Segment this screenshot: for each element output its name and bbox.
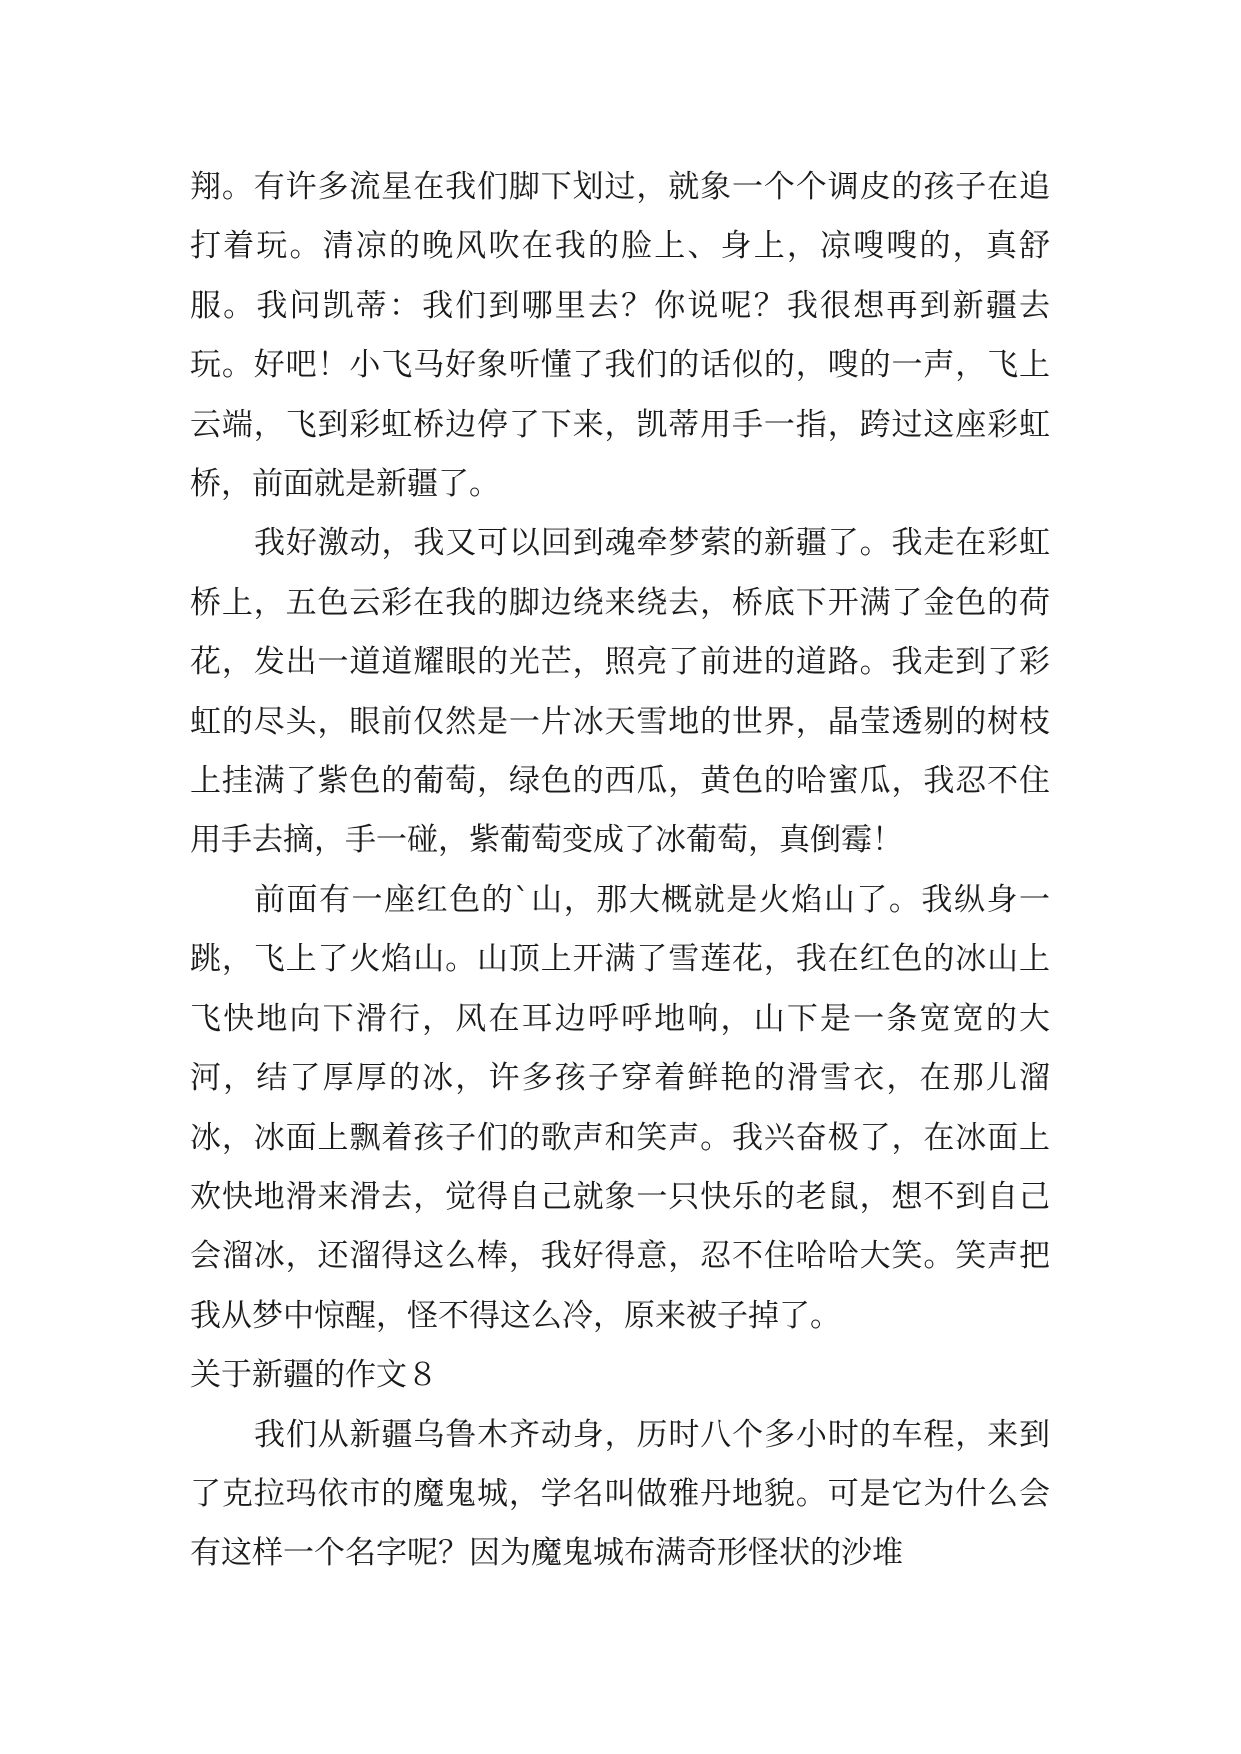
- document-body: [190, 158, 1050, 1584]
- paragraph-3: 前面有一座红色的`山，那大概就是火焰山了。我纵身一跳，飞上了火焰山。山顶上开满了雪莲花，我在红色的冰山上飞快地向下滑行，风在耳边呼呼地响，山下是一条宽宽的大河，结了厚厚的冰，许多孩子穿着鲜艳的滑雪衣，在那儿溜冰，冰面上飘着孩子们的歌声和笑声。我兴奋极了，在冰面上欢快地滑来滑去，觉得自己就象一只快乐的老鼠，想不到自己会溜冰，还溜得这么棒，我好得意，忍不住哈哈大笑。笑声把我从梦中惊醒，怪不得这么冷，原来被子掉了。: [190, 881, 1050, 1334]
- section-heading: 关于新疆的作文８: [190, 1357, 438, 1394]
- paragraph-4: 我们从新疆乌鲁木齐动身，历时八个多小时的车程，来到了克拉玛依市的魔鬼城，学名叫做雅丹地貌。可是它为什么会有这样一个名字呢？因为魔鬼城布满奇形怪状的沙堆: [190, 1416, 1050, 1572]
- paragraph-2: 我好激动，我又可以回到魂牵梦萦的新疆了。我走在彩虹桥上，五色云彩在我的脚边绕来绕去，桥底下开满了金色的荷花，发出一道道耀眼的光芒，照亮了前进的道路。我走到了彩虹的尽头，眼前仅然是一片冰天雪地的世界，晶莹透剔的树枝上挂满了紫色的葡萄，绿色的西瓜，黄色的哈蜜瓜，我忍不住用手去摘，手一碰，紫葡萄变成了冰葡萄，真倒霉！: [190, 525, 1050, 859]
- paragraph-1: 翔。有许多流星在我们脚下划过，就象一个个调皮的孩子在追打着玩。清凉的晚风吹在我的脸上、身上，凉嗖嗖的，真舒服。我问凯蒂：我们到哪里去？你说呢？我很想再到新疆去玩。好吧！小飞马好象听懂了我们的话似的，嗖的一声，飞上云端，飞到彩虹桥边停了下来，凯蒂用手一指，跨过这座彩虹桥，前面就是新疆了。: [190, 169, 1050, 503]
